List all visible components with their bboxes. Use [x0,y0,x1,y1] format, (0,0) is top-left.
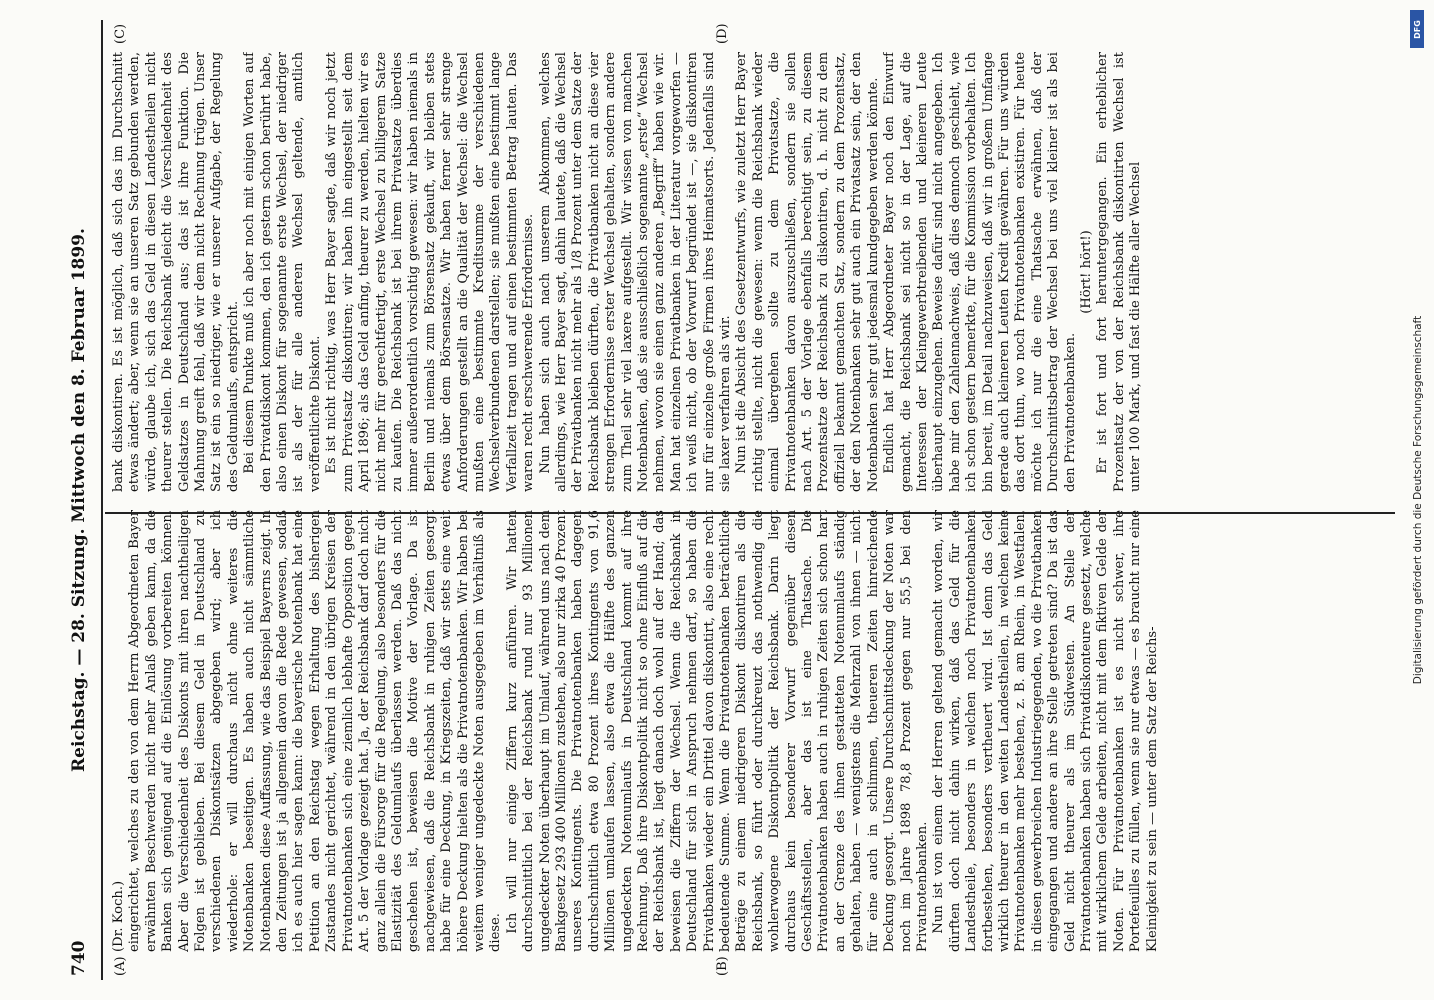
page-header [55,20,107,980]
margin-marker-d: (D) [715,23,730,44]
paragraph: eingerichtet, welches zu den von dem Herrn Abgeordneten Bayer erwähnten Beschwerden nicht mehr Anlaß geben kann, da die Banken sich genügend auf die Einlösung vorbereiten können. Aber die Verschiedenheit des Diskonts mit ihren nachtheiligen Folgen ist geblieben. Bei diesem Geld in Deutschland zu verschiedenen Diskontsätzen abgegeben wird; aber ich wiederhole: er will durchaus nicht ohne weiteres die Notenbanken beseitigen. Es haben auch nicht sämmtliche Notenbanken diese Auffassung, wie das Beispiel Bayerns zeigt. In den Zeitungen ist ja allgemein davon die Rede gewesen, sodaß ich es auch hier sagen kann: die bayerische Notenbank hat eine Petition an den Reichstag wegen Erhaltung des bisherigen Zustandes nicht gerichtet, während in den übrigen Kreisen der Privatnotenbanken sich eine ziemlich lebhafte Opposition gegen Art. 5 der Vorlage gezeigt hat. Ja, der Reichsbank darf doch nicht ganz allein die Fürsorge für die Regelung, also besonders für die Elastizität des Geldumlaufs überlassen werden. Daß das nicht geschehen ist, beweisen die Motive der Vorlage. Da ist nachgewiesen, daß die Reichsbank in ruhigen Zeiten gesorgt habe für eine Deckung, in Kriegszeiten, daß wir stets eine weit höhere Deckung hielten als die Privatnotenbanken. Wir haben bei weitem weniger ungedeckte Noten ausgegeben im Verhältniß als diese. [127,510,504,952]
paragraph: Endlich hat Herr Abgeordneter Bayer noch den Einwurf gemacht, die Reichsbank sei nicht so in der Lage, auf die Interessen der Kleingewerbtreibenden und kleineren Leute überhaupt einzugehen. Beweise dafür sind nicht angegeben. Ich habe mir den Zahlennachweis, daß dies dennoch geschieht, wie ich schon gestern bemerkte, für die Kommission vorbehalten. Ich bin bereit, im Detail nachzuweisen, daß wir in großem Umfange gerade auch kleineren Leuten Kredit gewähren. Für uns würden das dort thun, wo noch Privatnotenbanken existiren. Für heute möchte ich nur die eine Thatsache erwähnen, daß der Durchschnittsbetrag der Wechsel bei uns viel kleiner ist als bei den Privatnotenbanken. [882,52,1078,492]
paragraph: Es ist nicht richtig, was Herr Bayer sagte, daß wir noch jetzt zum Privatsatz diskontiren; wir haben ihn eingestellt seit dem April 1896; als das Geld anfing, theurer zu werden, hielten wir es nicht mehr für gerechtfertigt, erste Wechsel zu billigerem Satze zu kaufen. Die Reichsbank ist bei ihrem Privatsatze überdies immer außerordentlich vorsichtig gewesen: wir haben niemals in Berlin und niemals zum Börsensatz gekauft, wir bleiben stets etwas über dem Börsensatze. Wir haben ferner sehr strenge Anforderungen gestellt an die Qualität der Wechsel: die Wechsel mußten eine bestimmte Kreditsumme der verschiedenen Wechselverbundenen darstellen; sie mußten eine bestimmt lange Verfallzeit tragen und auf einen bestimmten Betrag lauten. Das waren recht erschwerende Erfordernisse. [324,52,537,492]
dfg-logo-icon: DFG [1410,10,1424,48]
margin-marker-a: (A) [113,956,128,976]
speaker-label: (Dr. Koch.) [111,880,126,952]
paragraph: Nun haben sich auch nach unserem Abkommen, welches allerdings, wie Herr Bayer sagt, dahin lautete, daß die Wechsel der Privatbanken nicht mehr als 1/8 Prozent unter dem Satze der Reichsbank bleiben dürften, die Privatbanken nicht an diese vier strengen Erfordernisse erster Wechsel gehalten, sondern andere zum Theil sehr viel laxere aufgestellt. Wir wissen von manchen Notenbanken, daß sie ausschließlich sogenannte „erste“ Wechsel nehmen, wovon sie einen ganz anderen „Begriff“ haben wie wir. Man hat einzelnen Privatbanken in der Literatur vorgeworfen — ich weiß nicht, ob der Vorwurf begründet ist —, sie diskontiren nur für einzelne große Firmen ihres Heimatsorts. Jedenfalls sind sie laxer verfahren als wir. [537,52,734,492]
paragraph: Nun ist die Absicht des Gesetzentwurfs, wie zuletzt Herr Bayer richtig stellte, nicht die gewesen: wenn die Reichsbank wieder einmal übergehen sollte zu dem Privatsatze, die Privatnotenbanken davon auszuschließen, sondern sie sollen nach Art. 5 der Vorlage ebenfalls berechtigt sein, zu diesem Prozentsatze der Reichsbank zu diskontiren, d. h. nicht zu dem offiziell bekannt gemachten Satz, sondern zu dem Prozentsatz, der den Notenbanken sehr gut auch ein Privatsatz sein, der den Notenbanken sehr gut jedesmal kundgegeben werden könnte. [734,52,881,492]
column-divider [105,512,1395,514]
digitization-note [1408,8,1428,992]
paragraph: Bei diesem Punkte muß ich aber noch mit einigen Worten auf den Privatdiskont kommen, den ich gestern schon berührt habe, also einen Diskont für sogenannte erste Wechsel, der niedriger ist als der für alle anderen Wechsel geltende, amtlich veröffentlichte Diskont. [242,52,323,492]
left-column [111,510,1391,952]
paragraph: Ich will nur einige Ziffern kurz anführen. Wir hatten durchschnittlich bei der Reichsbank rund nur 93 Millionen ungedeckter Noten überhaupt im Umlauf, während uns nach dem Bankgesetz 293 400 Millionen zustehen, also nur zirka 40 Prozent unseres Kontingents. Die Privatnotenbanken haben dagegen durchschnittlich etwa 80 Prozent ihres Kontingents von 91,6 Millionen umlaufen lassen, also etwa die Hälfte des ganzen ungedeckten Notenumlaufs in Deutschland kommt auf ihre Rechnung. Daß ihre Diskontpolitik nicht so ohne Einfluß auf die der Reichsbank ist, liegt danach doch wohl auf der Hand; das beweisen die Ziffern der Wechsel. Wenn die Reichsbank in Deutschland für sich in Anspruch nehmen darf, so haben die Privatbanken wieder ein Drittel davon diskontirt, also eine recht bedeutende Summe. Wenn die Privatnotenbanken beträchtliche Beträge zu einem niedrigeren Diskont diskontiren als die Reichsbank, so führt oder durchkreuzt das nothwendig die wohlerwogene Diskontpolitik der Reichsbank. Darin liegt durchaus kein besonderer Vorwurf gegenüber diesen Geschäftsstellen, aber das ist eine Thatsache. Die Privatnotenbanken haben auch in ruhigen Zeiten sich schon hart an der Grenze des ihnen gestatteten Notenumlaufs ständig gehalten, haben — wenigstens die Mehrzahl von ihnen — nicht für eine auch in schlimmen, theueren Zeiten hinreichende Deckung gesorgt. Unsere Durchschnittsdeckung der Noten war noch im Jahre 1898 78,8 Prozent gegen nur 55,5 bei den Privatnotenbanken. [504,510,930,952]
margin-marker-c: (C) [113,23,128,44]
header-rule [101,20,103,980]
right-column [111,52,1391,492]
running-title: Reichstag. — 28. Sitzung. Mittwoch den 8. Februar 1899. [69,228,89,772]
digitization-credit: Digitalisierung gefördert durch die Deutsche Forschungsgemeinschaft [1412,315,1424,685]
paragraph: bank diskontiren. Es ist möglich, daß sich das im Durchschnitt etwas ändert; aber, wenn sie an unseren Satz gebunden werden, würde, glaube ich, sich das Geld in diesen Landestheilen nicht theurer stellen. Die Reichsbank gleicht die Verschiedenheit des Geldsatzes in Deutschland aus; das ist ihre Funktion. Die Mahnung greift fehl, daß wir dem nicht Rechnung trügen. Unser Satz ist ein so niedriger, wie er unserer Aufgabe, der Regelung des Geldumlaufs, entspricht. [111,52,241,492]
margin-marker-b: (B) [715,956,730,976]
page-number: 740 [69,940,89,976]
rotated-document [55,20,1395,980]
paragraph: Nun ist von einem der Herren geltend gemacht worden, wir dürften doch nicht dahin wirken, daß das Geld für die Landestheile, besonders in welchen noch Privatnotenbanken fortbestehen, besonders vertheuert wird. Ist denn das Geld wirklich theurer in den weiten Landestheilen, in welchen keine Privatnotenbanken mehr bestehen, z. B. am Rhein, in Westfalen, in diesen gewerbreichen Industriegegenden, wo die Privatbanken eingegangen und andere an ihre Stelle getreten sind? Da ist das Geld nicht theurer als im Südwesten. An Stelle der Privatnotenbanken haben sich Privatdiskonteure gesetzt, welche mit wirklichem Gelde arbeiten, nicht mit dem fiktiven Gelde der Noten. Für Privatnotenbanken ist es nicht schwer, ihre Portefeuilles zu füllen, wenn sie nur etwas — es braucht nur eine Kleinigkeit zu sein — unter dem Satz der Reichs- [931,510,1160,952]
interjection: (Hört! hört!) [1078,230,1094,314]
paragraph: Er ist fort und fort heruntergegangen. Ein erheblicher Prozentsatz der von der Reichsbank diskontirten Wechsel ist unter 100 Mark, und fast die Hälfte aller Wechsel [1095,52,1144,492]
